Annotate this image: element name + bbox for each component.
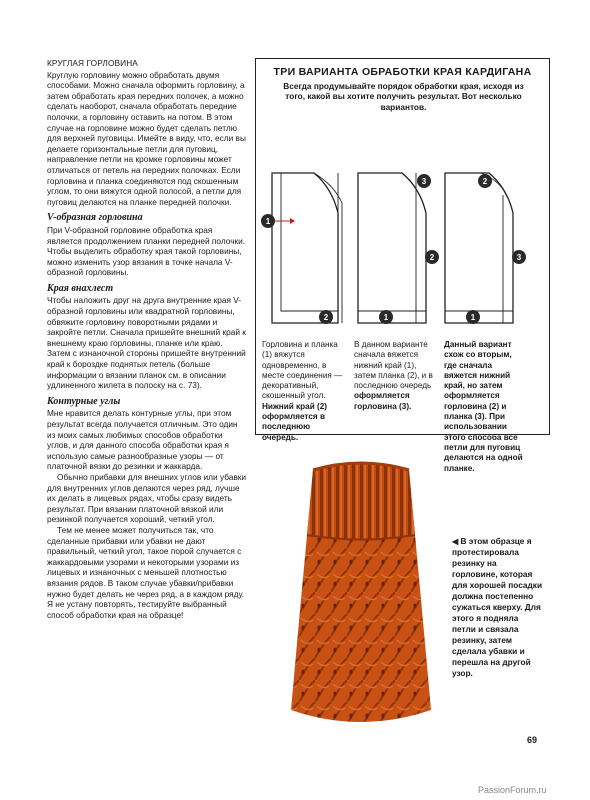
knitted-swatch-image — [283, 460, 439, 730]
page-number: 69 — [527, 735, 538, 745]
caption-1-bold: Нижний край (2) оформляется в последнюю очередь. — [262, 401, 328, 442]
diagram-caption-1 — [262, 340, 344, 443]
swatch-caption — [452, 536, 544, 679]
diagram-panel-3 — [441, 173, 523, 331]
section-title-round-neck: КРУГЛАЯ ГОРЛОВИНА — [47, 58, 138, 68]
section-title-v-neck: V-образная горловина — [47, 212, 143, 224]
section-title-overlap: Края внахлест — [47, 282, 114, 294]
caption-2-text: В данном варианте сначала вяжется нижний край (1), затем планка (2), и в последнюю очередь — [354, 340, 433, 391]
marker-1-label: 1 — [383, 313, 389, 322]
caption-1-text: Горловина и планка (1) вяжутся одновременно, в месте соединения — декоративный, скошенный угол. — [262, 340, 343, 401]
marker-1-label: 1 — [470, 313, 476, 322]
cardigan-front-diagram-2 — [354, 173, 436, 331]
marker-2-label: 2 — [482, 177, 488, 186]
cardigan-edge-diagram-box — [255, 58, 550, 473]
watermark: PassionForum.ru — [478, 785, 547, 795]
marker-2-label: 2 — [429, 253, 435, 262]
swatch-caption-text: В этом образце я протестировала резинку на горловине, которая для хорошей посадки должна постепенно сужаться кверху. Для этого я подняла петли и связала резинку, затем сделала убавки и перешла на другой узор. — [452, 536, 543, 678]
caption-2-bold: оформляется горловина (3). — [354, 391, 412, 411]
diagram-caption-3 — [444, 340, 526, 474]
cardigan-front-diagram-1 — [262, 173, 344, 331]
marker-3-label: 3 — [516, 253, 522, 262]
section-text-contour-2: Обычно прибавки для внешних углов или убавки для внутренних углов делаются через ряд, лучше их делать в лицевых рядах, чтобы сразу видеть результат. При вязании платочной вязкой или резинкой получается хороший, четкий угол. — [47, 471, 247, 525]
section-text-overlap: Чтобы наложить друг на друга внутренние края V-образной горловины или квадратной горловины, обвяжите горловину поворотными рядами и закройте петли. Сначала пришейте внешний край к внешнему краю горловины, планке или краю. Затем с изнаночной стороны пришейте внутренний край к бороздке поднятых петель (больше информации о вязании планок см. в описании удлиненного жилета в полоску на с. 73). — [47, 295, 246, 391]
section-text-v-neck: При V-образной горловине обработка края является продолжением планки передней полочки. Чтобы выделить обработку края такой горловины, можно изменить узор вязания в точке начала V-образной горловины. — [47, 224, 246, 278]
left-text-column — [47, 58, 247, 620]
knitted-swatch-photo — [283, 460, 439, 730]
caption-3-bold: Данный вариант схож со вторым, где сначала вяжется нижний край, но затем оформляется горловина (2) и планка (3). При использовании этого способа все петли для пуговиц делаются на одной планке. — [444, 340, 523, 473]
marker-3-label: 3 — [421, 177, 427, 186]
diagram-box-title: ТРИ ВАРИАНТА ОБРАБОТКИ КРАЯ КАРДИГАНА — [273, 66, 532, 78]
diagram-panel-2 — [354, 173, 436, 331]
arrow-left-icon: ◀ — [452, 537, 459, 546]
cardigan-front-diagram-3 — [441, 173, 523, 331]
diagram-panel-1 — [262, 173, 344, 331]
diagram-caption-2 — [354, 340, 436, 412]
section-text-contour-1: Мне нравится делать контурные углы, при этом результат всегда получается отличным. Это один из моих самых любимых способов обработки углов, и для данного способа обработки края я использую самые разнообразные узоры — от платочной вязки до резинки и жаккарда. — [47, 408, 238, 472]
section-text-contour-3: Тем не менее может получиться так, что сделанные прибавки или убавки не дают правильный, четкий угол, такое порой случается с жаккардовыми узорами и некоторыми узорами из лицевых и изнаночных с меньшей плотностью вязания рядов. В таком случае убавки/прибавки нужно будет делать не через ряд, а в каждом ряду. Я не устану повторять, тестируйте выбранный способ обработки края на образце! — [47, 524, 245, 620]
section-title-contour-corners: Контурные углы — [47, 395, 121, 407]
marker-1-label: 1 — [265, 217, 271, 226]
diagram-box-subtitle: Всегда продумывайте порядок обработки края, исходя из того, какой вы хотите получить результат. Вот несколько вариантов. — [283, 81, 524, 112]
section-text-round-neck: Круглую горловину можно обработать двумя способами. Можно сначала оформить горловину, а затем обработать края передних полочек, а можно сделать наоборот, сначала обработать передние полочки, а горловину оставить на потом. В этом случае на горловине можно будет сделать петлю для верхней пуговицы. Имейте в виду, что, если вы делаете горизонтальные петли для пуговиц, направление петли на кромке горловины может отличаться от петель на передних полочках. Если горловина и планка соединяются под скошенным углом, то они вяжутся одной полосой, а петли для пуговиц делаются на планке передней полочки. — [47, 69, 246, 207]
marker-2-label: 2 — [323, 313, 329, 322]
